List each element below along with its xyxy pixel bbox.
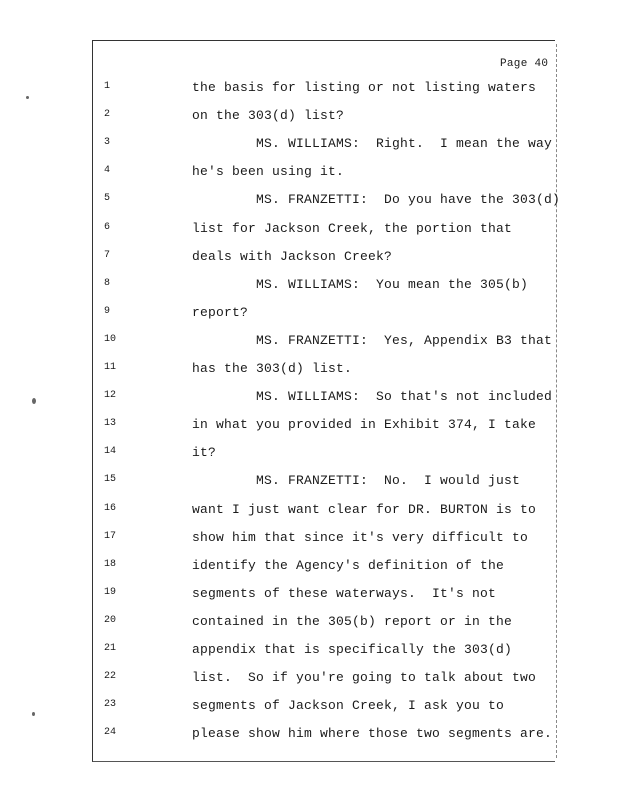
transcript-line: appendix that is specifically the 303(d) [192,642,513,657]
line-number: 8 [104,277,111,289]
transcript-line: MS. WILLIAMS: You mean the 305(b) [192,276,529,292]
right-margin-rule [556,44,557,758]
scan-speck [32,712,35,716]
transcript-line: the basis for listing or not listing waters [192,80,537,95]
transcript-line: report? [192,304,249,320]
transcript-line: identify the Agency's definition of the [192,557,505,573]
transcript-line: MS. WILLIAMS: Right. I mean the way [192,136,553,152]
transcript-line: want I just want clear for DR. BURTON is to [192,501,537,517]
line-number: 10 [104,333,117,345]
transcript-line: list. So if you're going to talk about two [192,670,537,686]
line-number: 1 [104,81,111,92]
transcript-line: contained in the 305(b) report or in the [192,613,513,629]
line-number: 23 [104,699,117,711]
transcript-line: MS. FRANZETTI: Yes, Appendix B3 that [192,332,553,348]
transcript-line: please show him where those two segments are. [192,726,553,742]
transcript-line: segments of these waterways. It's not [192,585,497,601]
line-number: 13 [104,418,117,430]
transcript-line: deals with Jackson Creek? [192,248,393,264]
line-number: 6 [104,221,111,233]
line-number: 17 [104,530,117,542]
scan-speck [32,398,36,404]
transcript-line: MS. WILLIAMS: So that's not included [192,389,553,405]
transcript-line: has the 303(d) list. [192,361,353,376]
line-number: 16 [104,502,117,514]
line-number: 15 [104,474,117,486]
transcript-line: it? [192,445,217,461]
line-number: 18 [104,558,117,570]
line-number: 22 [104,671,117,683]
line-number: 5 [104,193,111,205]
line-number: 3 [104,137,111,149]
transcript-line: show him that since it's very difficult to [192,529,529,545]
line-number: 9 [104,305,111,317]
line-number: 20 [104,614,117,626]
line-number: 7 [104,249,111,261]
line-number: 24 [104,727,117,739]
transcript-line: segments of Jackson Creek, I ask you to [192,698,505,714]
page-number: Page 40 [500,58,549,70]
line-number: 21 [104,643,117,654]
transcript-line: MS. FRANZETTI: Do you have the 303(d) [192,192,561,208]
transcript-line: he's been using it. [192,164,345,180]
transcript-line: list for Jackson Creek, the portion that [192,220,513,236]
scan-speck [26,96,29,99]
line-number: 19 [104,586,117,598]
transcript-line: on the 303(d) list? [192,108,345,124]
line-number: 4 [104,165,111,177]
transcript-line: MS. FRANZETTI: No. I would just [192,473,521,489]
line-number: 14 [104,446,117,458]
transcript-line: in what you provided in Exhibit 374, I take [192,417,537,433]
line-number: 11 [104,362,117,373]
line-number: 12 [104,390,117,402]
line-number: 2 [104,109,111,121]
